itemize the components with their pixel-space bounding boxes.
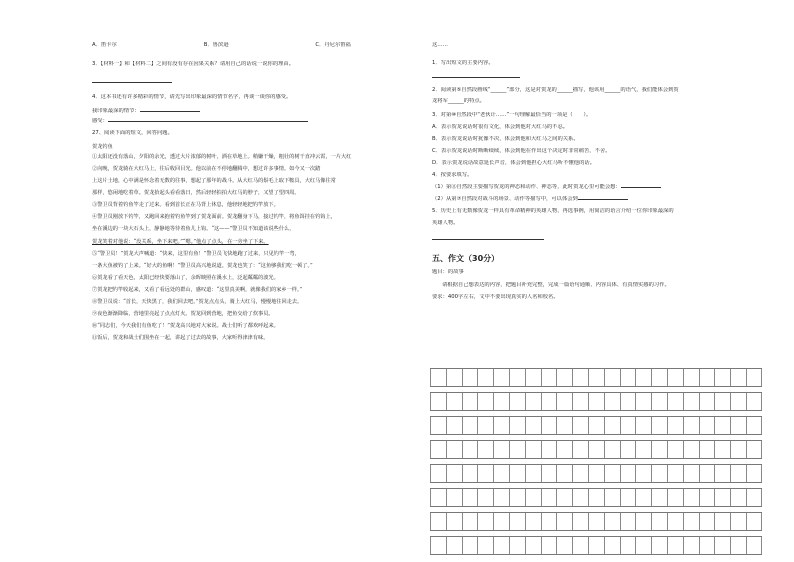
para-line: ③警卫员背着钓鱼竿走了过来。看到首长正在马背上休息，他轻轻地把钓竿放下。 bbox=[92, 202, 279, 209]
grid-cell[interactable] bbox=[588, 537, 604, 554]
grid-cell[interactable] bbox=[541, 489, 557, 506]
grid-cell[interactable] bbox=[588, 393, 604, 410]
grid-cell[interactable] bbox=[651, 417, 667, 434]
para-line: ⑦贺龙把钓竿收起来，又看了看远处的群山，感叹道：“这里真美啊，就像我们的家乡一样。” bbox=[92, 286, 303, 293]
grid-cell[interactable] bbox=[746, 489, 762, 506]
grid-cell[interactable] bbox=[541, 537, 557, 554]
grid-cell[interactable] bbox=[462, 369, 478, 386]
grid-cell[interactable] bbox=[477, 537, 493, 554]
section-5-title: 五、作文（30分） bbox=[432, 254, 500, 263]
grid-cell[interactable] bbox=[446, 465, 462, 482]
grid-cell[interactable] bbox=[620, 369, 636, 386]
grid-cell[interactable] bbox=[620, 441, 636, 458]
grid-cell[interactable] bbox=[556, 417, 572, 434]
grid-cell[interactable] bbox=[588, 465, 604, 482]
grid-cell[interactable] bbox=[699, 441, 715, 458]
grid-cell[interactable] bbox=[525, 417, 541, 434]
grid-cell[interactable] bbox=[477, 369, 493, 386]
right-column bbox=[432, 36, 757, 301]
grid-cell[interactable] bbox=[667, 537, 683, 554]
question-27: 27、阅读下面的短文，回答问题。 bbox=[92, 130, 173, 136]
option-c: C．丹尼尔笛福 bbox=[315, 42, 351, 48]
question-r4-1: （1）第⑪自然段主要描写贺龙的神态和动作、神态等，此时贺龙心里可能会想： bbox=[432, 184, 621, 190]
grid-cell[interactable] bbox=[493, 417, 509, 434]
grid-cell[interactable] bbox=[541, 465, 557, 482]
grid-cell[interactable] bbox=[746, 513, 762, 530]
grid-cell[interactable] bbox=[620, 465, 636, 482]
grid-cell[interactable] bbox=[746, 465, 762, 482]
grid-cell[interactable] bbox=[651, 393, 667, 410]
grid-cell[interactable] bbox=[588, 441, 604, 458]
grid-cell[interactable] bbox=[635, 441, 651, 458]
q4-fill-label: 我印象最深的情节： bbox=[92, 108, 140, 114]
grid-cell[interactable] bbox=[604, 393, 620, 410]
grid-cell[interactable] bbox=[541, 369, 557, 386]
grid-cell[interactable] bbox=[714, 537, 730, 554]
grid-cell[interactable] bbox=[651, 537, 667, 554]
answer-blank-r4-1 bbox=[621, 187, 661, 188]
grid-cell[interactable] bbox=[699, 513, 715, 530]
grid-cell[interactable] bbox=[730, 369, 746, 386]
question-r1: 1．写出短文的主要内容。 bbox=[432, 60, 494, 66]
grid-cell[interactable] bbox=[714, 441, 730, 458]
grid-cell[interactable] bbox=[525, 537, 541, 554]
grid-cell[interactable] bbox=[604, 441, 620, 458]
grid-cell[interactable] bbox=[493, 441, 509, 458]
grid-cell[interactable] bbox=[509, 417, 525, 434]
option-r3-a: A．表示贺龙说话时很有文化，体会到他对大红马的不忍。 bbox=[432, 124, 569, 130]
grid-cell[interactable] bbox=[683, 489, 699, 506]
writing-grid[interactable] bbox=[430, 368, 762, 560]
grid-cell[interactable] bbox=[730, 537, 746, 554]
grid-cell[interactable] bbox=[477, 441, 493, 458]
question-r2-line2: 龙将军______的特点。 bbox=[432, 98, 485, 104]
grid-cell[interactable] bbox=[730, 489, 746, 506]
answer-blank-r4-2 bbox=[578, 199, 628, 200]
grid-row bbox=[430, 368, 762, 387]
grid-cell[interactable] bbox=[462, 489, 478, 506]
grid-cell[interactable] bbox=[620, 513, 636, 530]
left-column bbox=[92, 36, 410, 347]
grid-cell[interactable] bbox=[699, 417, 715, 434]
grid-cell[interactable] bbox=[683, 369, 699, 386]
grid-cell[interactable] bbox=[588, 417, 604, 434]
grid-cell[interactable] bbox=[651, 441, 667, 458]
option-r3-b: B．表示贺龙说话时犹豫不决，体会到他和大红马之间的关系。 bbox=[432, 136, 579, 142]
grid-cell[interactable] bbox=[572, 465, 588, 482]
grid-cell[interactable] bbox=[525, 513, 541, 530]
grid-cell[interactable] bbox=[667, 441, 683, 458]
grid-cell[interactable] bbox=[430, 441, 446, 458]
grid-cell[interactable] bbox=[430, 513, 446, 530]
grid-cell[interactable] bbox=[446, 417, 462, 434]
grid-cell[interactable] bbox=[462, 513, 478, 530]
grid-cell[interactable] bbox=[667, 489, 683, 506]
para-line: ⑧警卫员说：“首长，天快黑了，我们回去吧。”贺龙点点头，骑上大红马，慢慢地往回走去。 bbox=[92, 299, 303, 306]
grid-cell[interactable] bbox=[541, 441, 557, 458]
grid-cell[interactable] bbox=[430, 537, 446, 554]
answer-options bbox=[92, 42, 410, 49]
grid-cell[interactable] bbox=[667, 369, 683, 386]
question-r3: 3．对第⑩自然段中“老伙计……”一句理解最恰当的一项是（ ）。 bbox=[432, 112, 592, 118]
grid-cell[interactable] bbox=[509, 369, 525, 386]
grid-cell[interactable] bbox=[446, 441, 462, 458]
grid-cell[interactable] bbox=[572, 489, 588, 506]
grid-cell[interactable] bbox=[699, 369, 715, 386]
grid-cell[interactable] bbox=[477, 393, 493, 410]
grid-cell[interactable] bbox=[730, 465, 746, 482]
grid-cell[interactable] bbox=[556, 489, 572, 506]
grid-cell[interactable] bbox=[604, 417, 620, 434]
grid-row bbox=[430, 488, 762, 507]
grid-cell[interactable] bbox=[683, 537, 699, 554]
grid-cell[interactable] bbox=[556, 369, 572, 386]
question-r5-line1: 5．历史上有无数像贺龙一样具有革命精神的英雄人物，再选事例，用简洁的语言介绍一位你印象最深的 bbox=[432, 208, 674, 214]
grid-cell[interactable] bbox=[746, 369, 762, 386]
grid-cell[interactable] bbox=[525, 465, 541, 482]
grid-cell[interactable] bbox=[493, 513, 509, 530]
grid-cell[interactable] bbox=[509, 441, 525, 458]
grid-cell[interactable] bbox=[462, 441, 478, 458]
grid-cell[interactable] bbox=[462, 417, 478, 434]
grid-cell[interactable] bbox=[556, 537, 572, 554]
grid-cell[interactable] bbox=[667, 513, 683, 530]
para-line: ②向晚，贺龙骑在大红马上，往后收回目光。他以前在不停地翻腾中，想过许多事情。如今又一次踏 bbox=[92, 166, 321, 172]
grid-cell[interactable] bbox=[493, 465, 509, 482]
grid-cell[interactable] bbox=[683, 393, 699, 410]
grid-row bbox=[430, 512, 762, 531]
grid-cell[interactable] bbox=[730, 393, 746, 410]
grid-cell[interactable] bbox=[667, 417, 683, 434]
grid-cell[interactable] bbox=[462, 537, 478, 554]
grid-cell[interactable] bbox=[588, 513, 604, 530]
grid-cell[interactable] bbox=[556, 465, 572, 482]
grid-cell[interactable] bbox=[509, 465, 525, 482]
grid-cell[interactable] bbox=[651, 465, 667, 482]
grid-cell[interactable] bbox=[462, 393, 478, 410]
option-b: B．鲁滨逊 bbox=[203, 42, 229, 48]
grid-cell[interactable] bbox=[477, 465, 493, 482]
question-r4: 4．按要求填写。 bbox=[432, 172, 473, 178]
grid-cell[interactable] bbox=[525, 369, 541, 386]
q4-feel-blank bbox=[108, 121, 308, 122]
question-r4-2: （2）从第⑦自然段对战斗的场景、动作等描写中，可以体会到 bbox=[432, 196, 578, 202]
grid-cell[interactable] bbox=[667, 465, 683, 482]
grid-cell[interactable] bbox=[651, 489, 667, 506]
grid-cell[interactable] bbox=[509, 513, 525, 530]
grid-cell[interactable] bbox=[572, 441, 588, 458]
para-line: ⑨夜色渐渐降临，营地里亮起了点点灯火。贺龙回到营地，把鱼交给了炊事员。 bbox=[92, 311, 274, 318]
para-line: ④警卫员刚放下钓竿，又跑回来抱着钓鱼竿到了贺龙面前。贺龙翻身下马，接过钓竿，将鱼饵挂在钓钩上， bbox=[92, 214, 336, 221]
para-line: 上这片土地，心中满是怀念着无数的往事，想起了那年的战斗。从大红马的鬃毛上取下鞍具，大红马像往常 bbox=[92, 178, 336, 185]
grid-cell[interactable] bbox=[651, 513, 667, 530]
grid-cell[interactable] bbox=[699, 393, 715, 410]
grid-cell[interactable] bbox=[635, 393, 651, 410]
grid-cell[interactable] bbox=[714, 513, 730, 530]
grid-cell[interactable] bbox=[635, 537, 651, 554]
grid-cell[interactable] bbox=[635, 369, 651, 386]
grid-cell[interactable] bbox=[714, 369, 730, 386]
option-a: A．笛卡尔 bbox=[92, 42, 117, 48]
essay-requirements: 要求：400字左右，文中不要出现真实的人名和校名。 bbox=[432, 294, 559, 300]
grid-row bbox=[430, 440, 762, 459]
grid-cell[interactable] bbox=[714, 393, 730, 410]
grid-cell[interactable] bbox=[635, 513, 651, 530]
grid-cell[interactable] bbox=[572, 393, 588, 410]
grid-cell[interactable] bbox=[493, 369, 509, 386]
grid-cell[interactable] bbox=[683, 513, 699, 530]
question-3: 3．【材料一】和【材料二】之间有没有存在因果关系？请用自己的话说一说你的理由。 bbox=[92, 61, 295, 67]
grid-cell[interactable] bbox=[635, 417, 651, 434]
para-line: ⑪饭后，贺龙和战士们围坐在一起，讲起了过去的故事，大家听得津津有味。 bbox=[92, 335, 269, 342]
grid-cell[interactable] bbox=[746, 417, 762, 434]
grid-cell[interactable] bbox=[714, 465, 730, 482]
grid-cell[interactable] bbox=[635, 465, 651, 482]
grid-cell[interactable] bbox=[667, 393, 683, 410]
grid-cell[interactable] bbox=[604, 465, 620, 482]
grid-cell[interactable] bbox=[683, 417, 699, 434]
para-line: ⑩“同志们，今天我们有鱼吃了！”贺龙高兴地对大家说。战士们听了都欢呼起来。 bbox=[92, 323, 279, 330]
para-line: ⑤“警卫员！”贺龙大声喊道：“快来，这里有鱼！”警卫员飞快地跑了过来，只见钓竿一弯， bbox=[92, 250, 300, 257]
grid-cell[interactable] bbox=[683, 441, 699, 458]
essay-topic: 题目：的故事 bbox=[432, 269, 464, 275]
para-line: ⑥贺龙看了看天色，太阳已经快要落山了，余晖映照在溪水上，泛起粼粼的波光。 bbox=[92, 274, 279, 281]
grid-row bbox=[430, 536, 762, 555]
grid-cell[interactable] bbox=[541, 513, 557, 530]
grid-cell[interactable] bbox=[556, 441, 572, 458]
essay-instructions: 请根据自己想表达的内容，把题目补充完整，完成一篇语句通顺、内容具体、有真情实感的习作。 bbox=[442, 282, 670, 288]
grid-cell[interactable] bbox=[541, 417, 557, 434]
grid-cell[interactable] bbox=[446, 393, 462, 410]
grid-cell[interactable] bbox=[430, 369, 446, 386]
grid-cell[interactable] bbox=[620, 417, 636, 434]
question-4: 4．这本书还有许多精彩的情节，请先写出印象最深的情节名字，再谈一谈你的感受。 bbox=[92, 94, 292, 100]
grid-cell[interactable] bbox=[493, 393, 509, 410]
grid-cell[interactable] bbox=[446, 369, 462, 386]
grid-cell[interactable] bbox=[699, 489, 715, 506]
grid-cell[interactable] bbox=[556, 513, 572, 530]
grid-cell[interactable] bbox=[683, 465, 699, 482]
grid-cell[interactable] bbox=[699, 465, 715, 482]
grid-cell[interactable] bbox=[525, 489, 541, 506]
grid-cell[interactable] bbox=[477, 489, 493, 506]
grid-cell[interactable] bbox=[477, 513, 493, 530]
story-body bbox=[92, 154, 410, 342]
grid-cell[interactable] bbox=[477, 417, 493, 434]
grid-cell[interactable] bbox=[572, 537, 588, 554]
para-line: ①太阳还没有落山，夕阳的余光，透过大片浓郁的树叶，洒在草地上。稍嫌干燥，粗壮的树干直冲云霄，一片大红 bbox=[92, 153, 352, 160]
grid-cell[interactable] bbox=[699, 537, 715, 554]
grid-cell[interactable] bbox=[730, 513, 746, 530]
grid-cell[interactable] bbox=[746, 441, 762, 458]
grid-cell[interactable] bbox=[572, 417, 588, 434]
grid-cell[interactable] bbox=[651, 369, 667, 386]
para-line: 坐在溪边的一块大石头上，静静地等待着鱼儿上钩。“这——”警卫员不知道该说些什么， bbox=[92, 226, 295, 233]
answer-blank-r1 bbox=[432, 77, 520, 78]
grid-cell[interactable] bbox=[746, 537, 762, 554]
question-r2-line1: 2．阅读第⑤自然段画线“______”部分，这是对贺龙的______描写，他该用______的语气，我们能体会到贺 bbox=[432, 87, 679, 93]
option-r3-c: C．表示贺龙说话时断断续续，体会到他在作出这个决定时非常痛苦，不舍。 bbox=[432, 148, 611, 154]
grid-cell[interactable] bbox=[730, 417, 746, 434]
grid-cell[interactable] bbox=[588, 369, 604, 386]
para-line-underlined: 贺龙笑着对他说：“没关系，坐下来吧。”“嗯。”他点了点头，在一旁坐了下来。 bbox=[92, 238, 269, 245]
grid-cell[interactable] bbox=[541, 393, 557, 410]
grid-cell[interactable] bbox=[430, 465, 446, 482]
grid-cell[interactable] bbox=[493, 537, 509, 554]
option-r3-d: D．表示贺龙说话故意延长声音，体会到他担心大红马听不懂他的话。 bbox=[432, 160, 595, 166]
question-r5-line2: 英雄人物。 bbox=[432, 220, 459, 226]
story-title: 贺龙钓鱼 bbox=[92, 144, 113, 150]
grid-cell[interactable] bbox=[525, 441, 541, 458]
grid-cell[interactable] bbox=[714, 489, 730, 506]
grid-cell[interactable] bbox=[588, 489, 604, 506]
grid-row bbox=[430, 392, 762, 411]
grid-cell[interactable] bbox=[509, 393, 525, 410]
grid-cell[interactable] bbox=[620, 489, 636, 506]
grid-cell[interactable] bbox=[430, 417, 446, 434]
grid-cell[interactable] bbox=[730, 441, 746, 458]
answer-blank-3 bbox=[92, 82, 172, 83]
grid-cell[interactable] bbox=[525, 393, 541, 410]
grid-cell[interactable] bbox=[446, 513, 462, 530]
para-line: 一条大鱼被钓了上来。“好大的鱼啊！”警卫员高兴地说道。贺龙也笑了：“这鱼够我们吃一顿了。” bbox=[92, 262, 313, 269]
grid-cell[interactable] bbox=[509, 489, 525, 506]
grid-cell[interactable] bbox=[572, 513, 588, 530]
grid-cell[interactable] bbox=[430, 393, 446, 410]
grid-cell[interactable] bbox=[446, 537, 462, 554]
grid-row bbox=[430, 416, 762, 435]
grid-cell[interactable] bbox=[604, 369, 620, 386]
para-line: 那样，悠闲地吃着草。贺龙抬起头看看落日，然后轻轻拍拍大红马的脖子，又望了望四周。 bbox=[92, 190, 300, 197]
q4-fill-blank bbox=[140, 111, 200, 112]
grid-cell[interactable] bbox=[604, 513, 620, 530]
grid-cell[interactable] bbox=[572, 369, 588, 386]
grid-cell[interactable] bbox=[604, 489, 620, 506]
q4-feel-label: 感受： bbox=[92, 118, 108, 124]
grid-cell[interactable] bbox=[604, 537, 620, 554]
grid-cell[interactable] bbox=[509, 537, 525, 554]
grid-cell[interactable] bbox=[620, 393, 636, 410]
grid-row bbox=[430, 464, 762, 483]
grid-cell[interactable] bbox=[430, 489, 446, 506]
grid-cell[interactable] bbox=[493, 489, 509, 506]
grid-cell[interactable] bbox=[746, 393, 762, 410]
grid-cell[interactable] bbox=[556, 393, 572, 410]
continued-text: 这…… bbox=[432, 42, 448, 48]
grid-cell[interactable] bbox=[446, 489, 462, 506]
answer-blank-r5 bbox=[432, 239, 544, 240]
grid-cell[interactable] bbox=[462, 465, 478, 482]
grid-cell[interactable] bbox=[635, 489, 651, 506]
grid-cell[interactable] bbox=[714, 417, 730, 434]
grid-cell[interactable] bbox=[620, 537, 636, 554]
